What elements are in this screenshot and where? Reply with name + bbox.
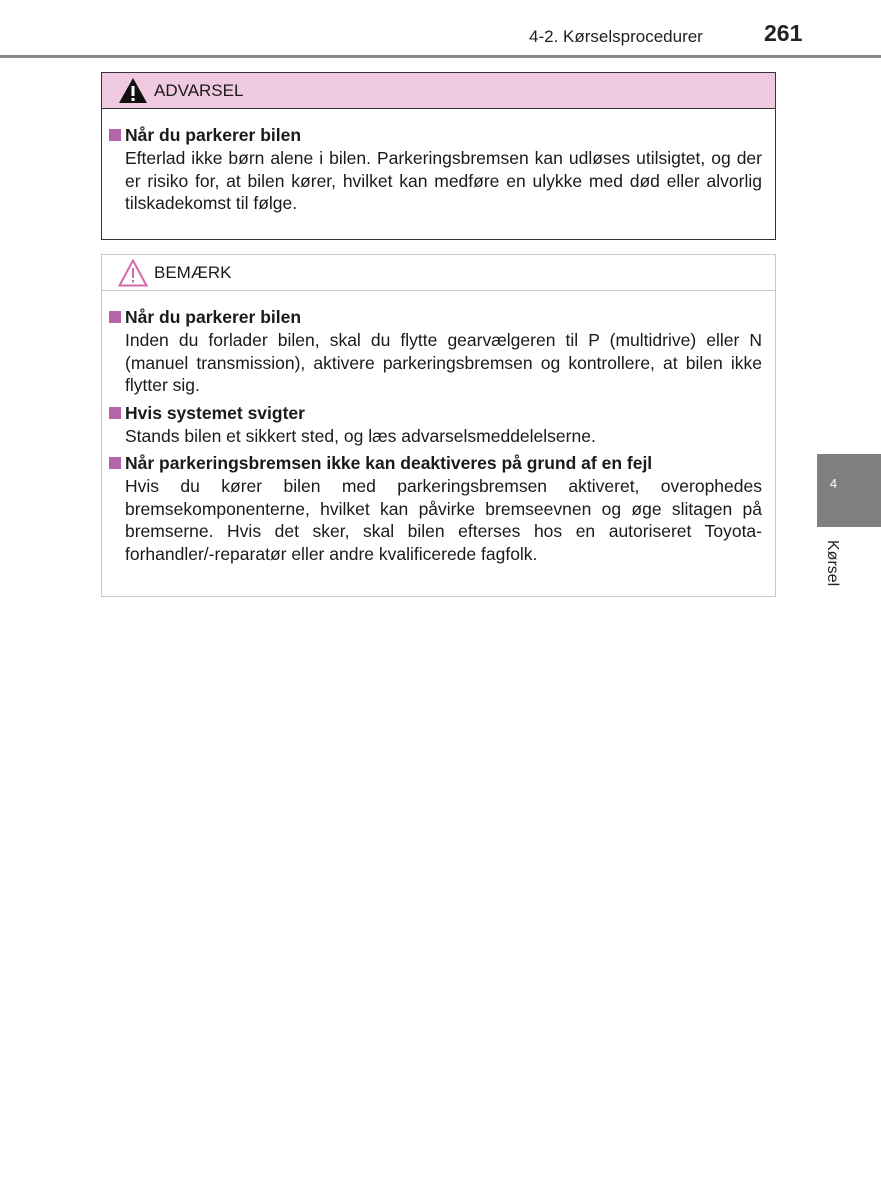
bullet-square-icon (109, 407, 121, 419)
bullet-square-icon (109, 457, 121, 469)
warning-item-title: Når du parkerer bilen (125, 125, 302, 145)
caution-triangle-icon (118, 259, 148, 287)
bullet-square-icon (109, 129, 121, 141)
header-rule (0, 55, 881, 58)
notice-item-text: Stands bilen et sikkert sted, og læs advarselsmeddelelserne. (125, 425, 596, 446)
warning-box (101, 72, 776, 240)
notice-item-text: Hvis du kører bilen med parkeringsbremsen aktiveret, overophedes bremsekomponenterne, hvilket kan påvirke bremseevnen og øge slitagen på bremserne. Hvis det sker, skal bilen efterses hos en autoriseret Toyota-forhandler/-reparatør eller andre kvalificerede fagfolk. (125, 476, 762, 564)
chapter-tab (817, 454, 881, 527)
warning-triangle-icon (118, 77, 148, 104)
bullet-square-icon (109, 311, 121, 323)
notice-item-title: Hvis systemet svigter (125, 402, 305, 423)
notice-item (109, 401, 762, 448)
notice-item-title: Når du parkerer bilen (125, 307, 302, 327)
warning-header (102, 73, 775, 109)
notice-header (102, 255, 775, 291)
warning-item-text: Efterlad ikke børn alene i bilen. Parkeringsbremsen kan udløses utilsigtet, og der er risiko for, at bilen kører, hvilket kan medføre en ulykke med død eller alvorlig tilskadekomst til følge. (125, 148, 762, 213)
notice-item (109, 451, 762, 565)
notice-item-title: Når parkeringsbremsen ikke kan deaktiveres på grund af en fejl (125, 453, 653, 473)
notice-label: BEMÆRK (154, 262, 232, 282)
notice-box (101, 254, 776, 597)
warning-label: ADVARSEL (154, 80, 244, 100)
notice-item (109, 305, 762, 397)
chapter-number: 4 (829, 476, 838, 491)
warning-item (109, 123, 762, 215)
header-section-title: 4-2. Kørselsprocedurer (529, 27, 703, 46)
notice-item-text: Inden du forlader bilen, skal du flytte gearvælgeren til P (multidrive) eller N (manuel transmission), aktivere parkeringsbremsen og kontrollere, at bilen ikke flytter sig. (125, 330, 762, 395)
page-number: 261 (764, 20, 803, 46)
chapter-label: Kørsel (824, 540, 841, 587)
